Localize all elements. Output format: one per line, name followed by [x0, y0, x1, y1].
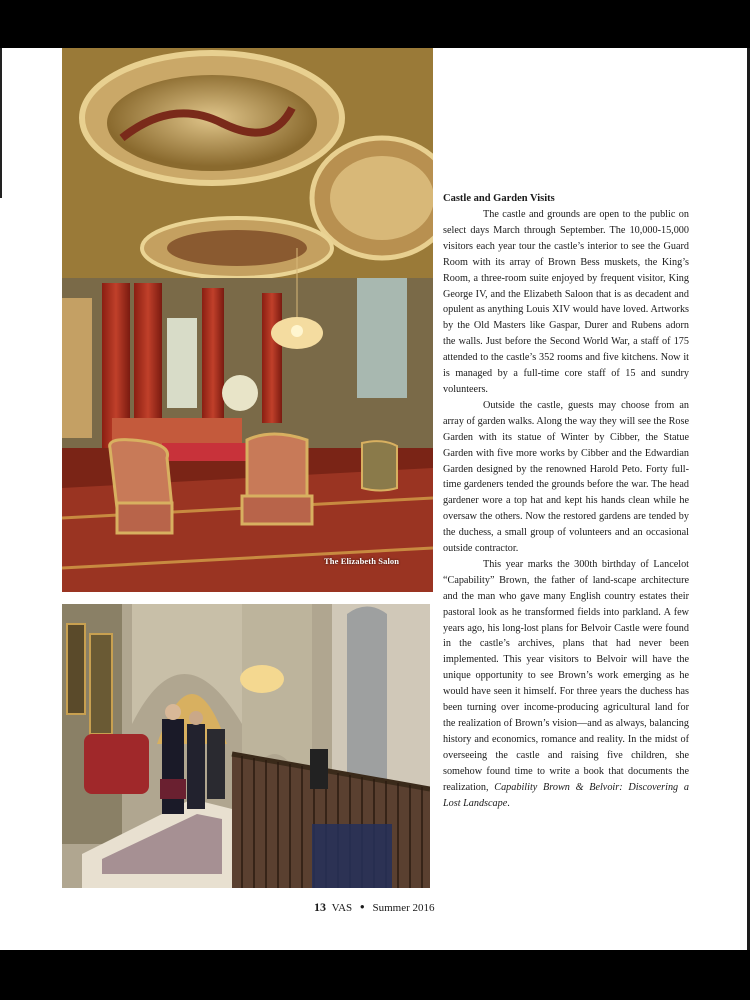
- page-footer: [314, 900, 435, 915]
- article-column: [443, 191, 689, 811]
- magazine-page: [0, 48, 750, 950]
- elizabeth-saloon-photo: [62, 48, 433, 592]
- paragraph-text: This year marks the 300th birthday of Lancelot “Capability” Brown, the father of land-scape architecture and the man who gave many English country estates their pastoral look as he transformed fields into parkland. A few years ago, his long-lost plans for Belvoir Castle were found in the castle’s archives, plans that had never been implemented. This year visitors to Belvoir will have the unique opportunity to see Brown’s work emerging as he would have seen it himself. For three years the duchess has been turning over income-producing agricultural land for the realization of Brown’s vision—and as always, balancing history and economics, romance and reality. In the midst of overseeing the castle and raising five children, she somehow found time to write a book that documents the realization,: [443, 558, 689, 793]
- paragraph-capability-brown: [443, 557, 689, 812]
- paragraph-visits: The castle and grounds are open to the public on select days March through September. The 10,000-15,000 visitors each year tour the castle’s interior to see the Guard Room with its array of Brown Bess muskets, the King’s Room, a three-room suite enjoyed by frequent visitor, King George IV, and the Elizabeth Saloon that is as decadent and opulent as anything Louis XIV would have loved. Artworks by the Old Masters like Gaspar, Durer and Rubens adorn the walls. Just before the Second World War, a staff of 175 attended to the castle’s 352 rooms and five kitchens. Now it is managed by a full-time core staff of 15 and sundry volunteers.: [443, 209, 689, 395]
- issue-date: Summer 2016: [372, 902, 435, 914]
- guard-hallway-photo: [62, 604, 430, 888]
- page-edge-left: [0, 48, 2, 198]
- magazine-name: VAS: [331, 902, 353, 914]
- section-heading: Castle and Garden Visits: [443, 193, 555, 204]
- book-title: Capability Brown & Belvoir: Discovering a Lost Landscape: [443, 781, 689, 809]
- page-number: 13: [314, 900, 326, 914]
- paragraph-end: .: [507, 797, 510, 809]
- photo-caption: The Elizabeth Salon: [324, 556, 400, 566]
- paragraph-gardens: Outside the castle, guests may choose from an array of garden walks. Along the way they will see the Rose Garden with its statue of Winter by Cibber, the Statue Garden with five more works by Cibber and the Edwardian Garden designed by the renowned Harold Peto. Forty full-time gardeners tended the grounds before the war. The head gardener wore a top hat and kept his hands clean while he oversaw the others. Now the restored gardens are tended by the duchess, a small group of volunteers and an occasional outside contractor.: [443, 399, 689, 555]
- bullet-separator: ●: [359, 902, 365, 911]
